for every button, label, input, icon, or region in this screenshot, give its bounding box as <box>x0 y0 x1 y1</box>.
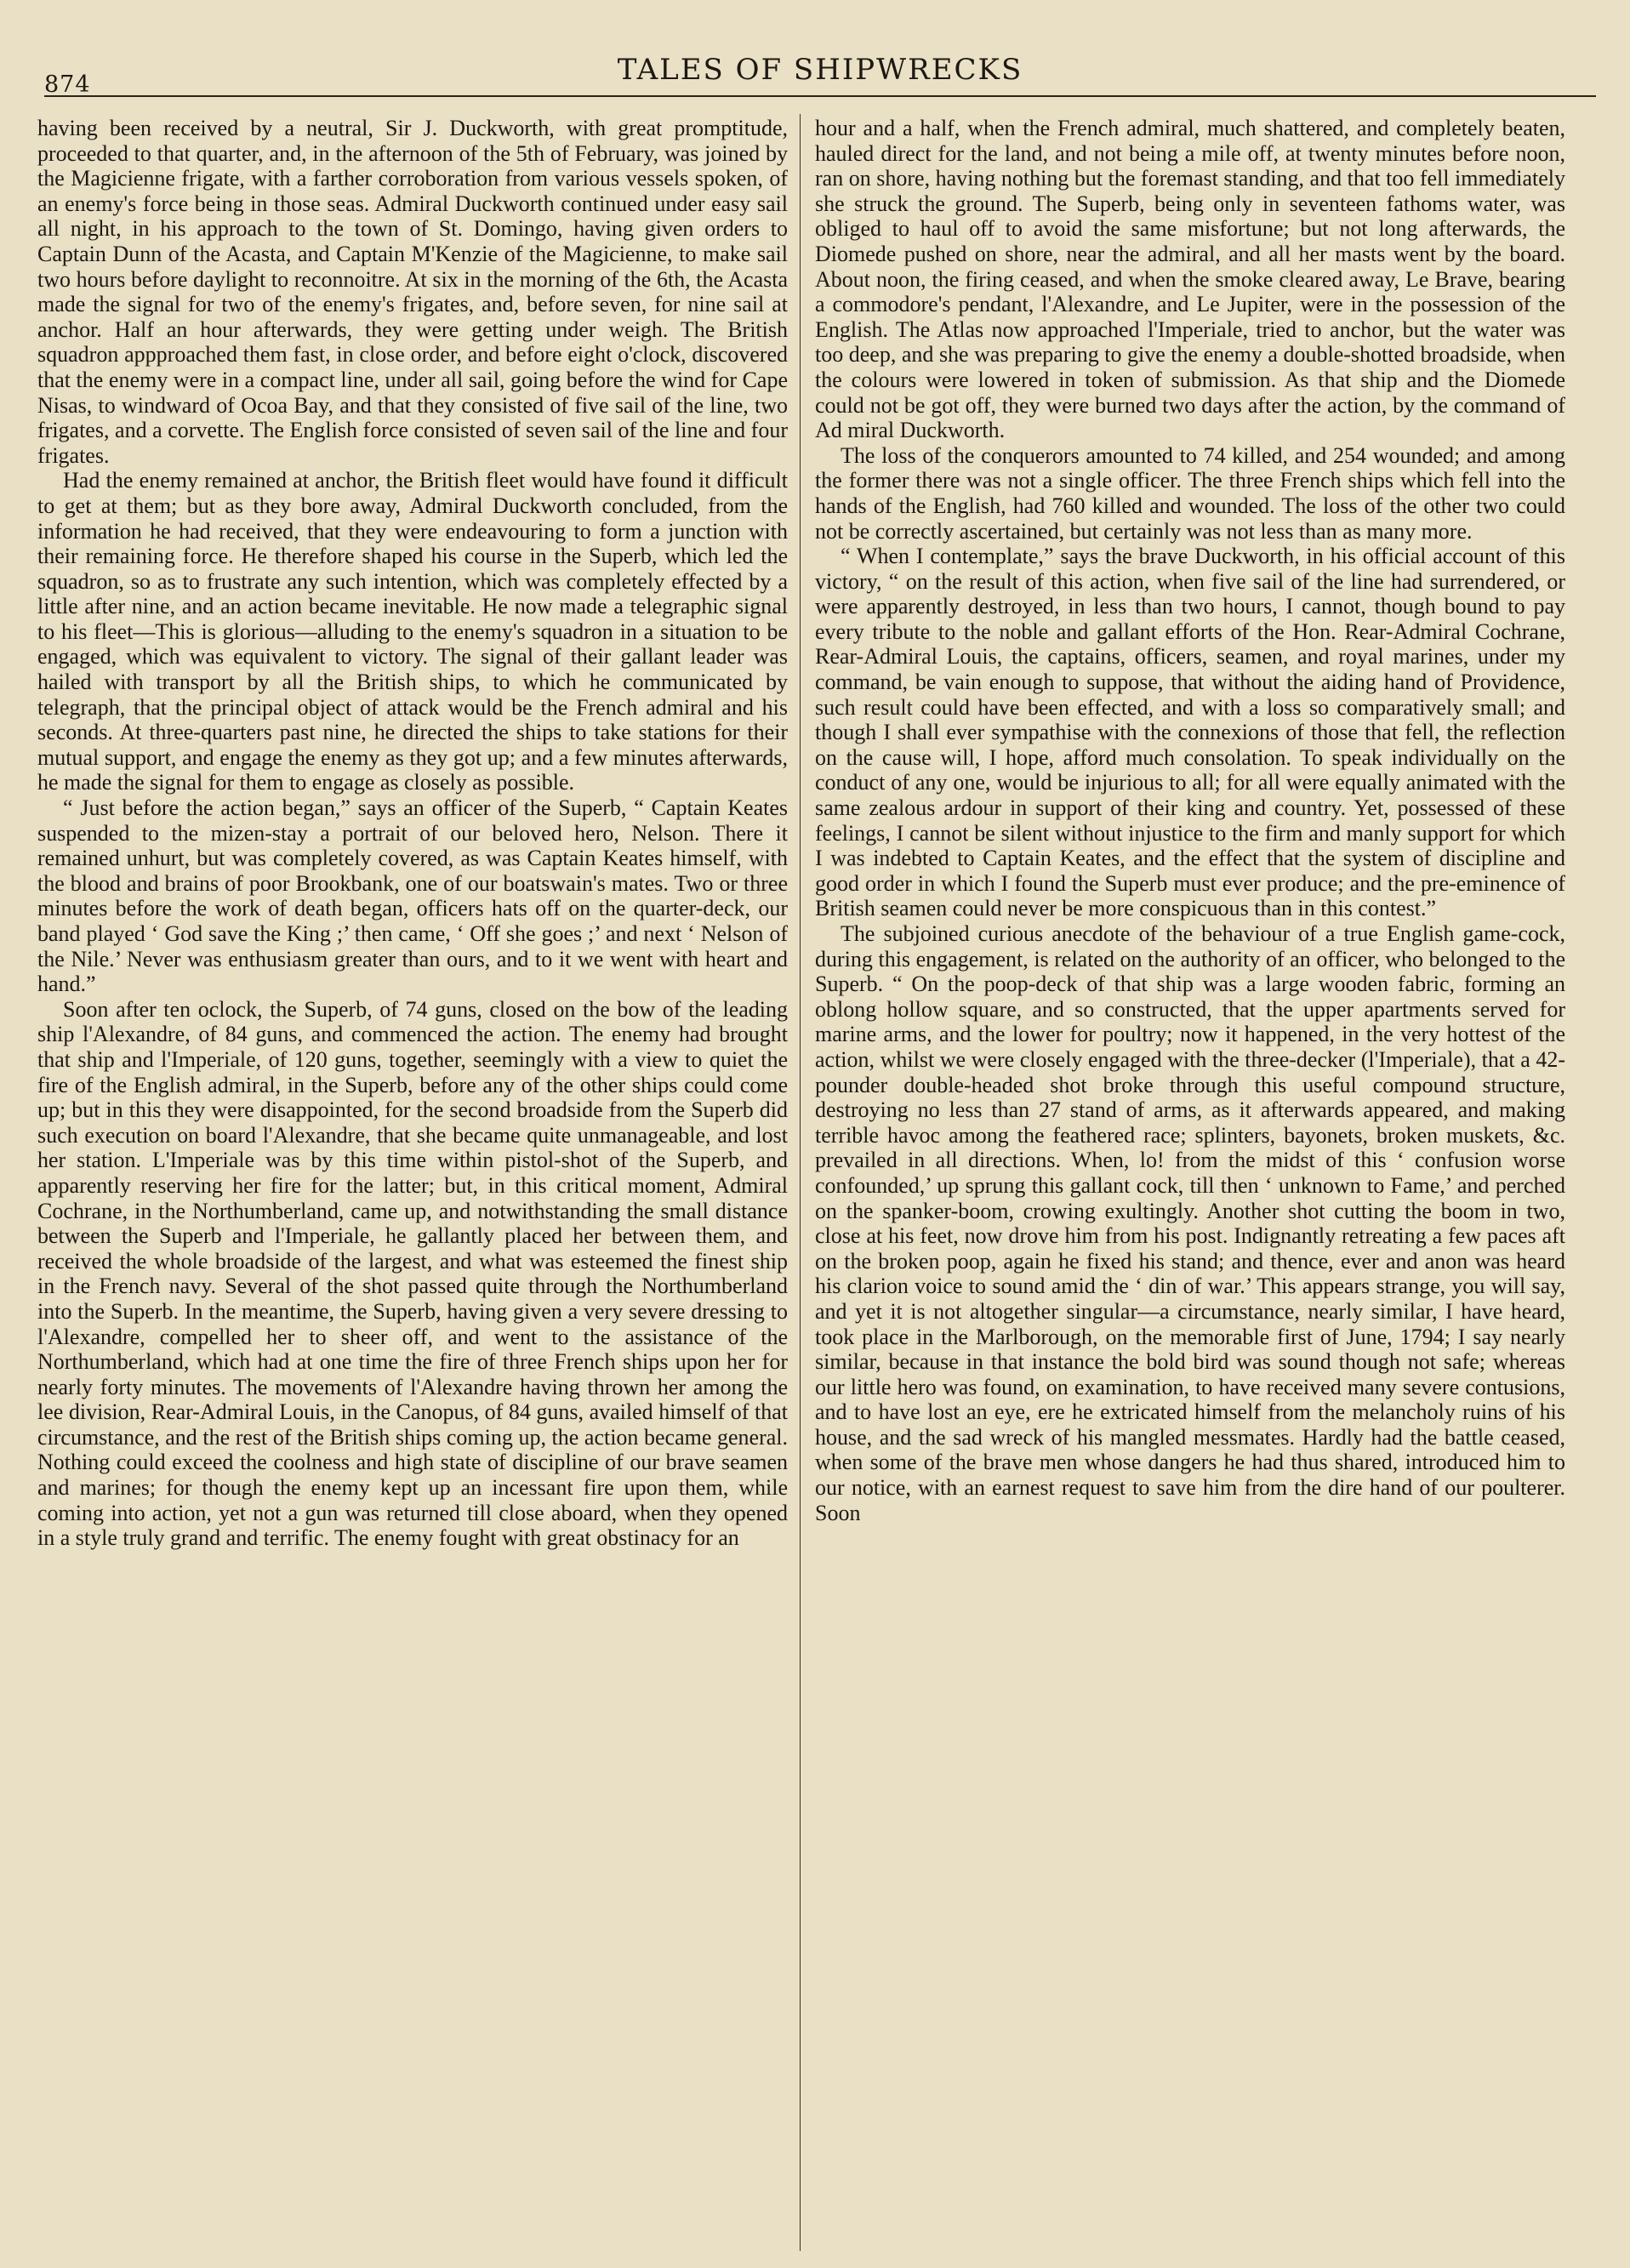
page-number: 874 <box>44 71 91 98</box>
paragraph: Had the enemy remained at anchor, the British fleet would have found it difficult to get at them; but as they bore away, Admiral Duckworth concluded, from the information he had received, that they were endeavouring to form a junction with their remaining force. He therefore shaped his course in the Superb, which led the squadron, so as to frustrate any such intention, which was completely effected by a little after nine, and an action became inevitable. He now made a telegraphic signal to his fleet—This is glorious—alluding to the enemy's squadron in a situation to be engaged, which was equivalent to victory. The signal of their gallant leader was hailed with transport by all the British ships, to which he communicated by telegraph, that the principal object of attack would be the French admiral and his seconds. At three-quarters past nine, he directed the ships to take stations for their mutual support, and engage the enemy as they got up; and a few minutes afterwards, he made the signal for them to engage as closely as possible. <box>37 468 788 795</box>
paragraph: having been received by a neutral, Sir J. Duckworth, with great promptitude, proceeded to that quarter, and, in the afternoon of the 5th of February, was joined by the Magicienne frigate, with a farther corroboration from various vessels spoken, of an enemy's force being in those seas. Admiral Duckworth continued under easy sail all night, in his approach to the town of St. Domingo, having given orders to Captain Dunn of the Acasta, and Captain M'Kenzie of the Magicienne, to make sail two hours before daylight to reconnoitre. At six in the morning of the 6th, the Acasta made the signal for two of the enemy's frigates, and, before seven, for nine sail at anchor. Half an hour afterwards, they were getting under weigh. The British squadron appproached them fast, in close order, and before eight o'clock, discovered that the enemy were in a compact line, under all sail, going before the wind for Cape Nisas, to windward of Ocoa Bay, and that they consisted of five sail of the line, two frigates, and a corvette. The English force consisted of seven sail of the line and four frigates. <box>37 116 788 468</box>
left-column <box>37 116 788 1551</box>
page-header <box>44 49 1596 100</box>
running-title: TALES OF SHIPWRECKS <box>617 53 1023 87</box>
header-rule <box>44 95 1596 97</box>
paragraph: hour and a half, when the French admiral, much shattered, and completely beaten, hauled direct for the land, and not being a mile off, at twenty minutes before noon, ran on shore, having nothing but the foremast standing, and that too fell immediately she struck the ground. The Superb, being only in seventeen fathoms water, was obliged to haul off to avoid the same misfortune; but not long afterwards, the Diomede pushed on shore, near the admiral, and all her masts went by the board. About noon, the firing ceased, and when the smoke cleared away, Le Brave, bearing a commodore's pendant, l'Alexandre, and Le Jupiter, were in the possession of the English. The Atlas now approached l'Imperiale, tried to anchor, but the water was too deep, and she was preparing to give the enemy a double-shotted broadside, when the colours were lowered in token of submission. As that ship and the Diomede could not be got off, they were burned two days after the action, by the command of Ad miral Duckworth. <box>815 116 1565 443</box>
paragraph: “ When I contemplate,” says the brave Duckworth, in his official account of this victory, “ on the result of this action, when five sail of the line had surrendered, or were apparently destroyed, in less than two hours, I cannot, though bound to pay every tribute to the noble and gallant efforts of the Hon. Rear-Admiral Cochrane, Rear-Admiral Louis, the captains, officers, seamen, and royal marines, under my command, be vain enough to suppose, that without the aiding hand of Providence, such result could have been effected, and with a loss so comparatively small; and though I shall ever sympathise with the connexions of those that fell, the reflection on the cause will, I hope, afford much consolation. To speak individually on the conduct of any one, would be injurious to all; for all were equally animated with the same zealous ardour in support of their king and country. Yet, possessed of these feelings, I cannot be silent without injustice to the firm and manly support for which I was indebted to Captain Keates, and the effect that the system of discipline and good order in which I found the Superb must ever produce; and the pre-eminence of British seamen could never be more conspicuous than in this contest.” <box>815 544 1565 921</box>
column-divider <box>800 114 801 2251</box>
paragraph: The subjoined curious anecdote of the behaviour of a true English game-cock, during this engagement, is related on the authority of an officer, who belonged to the Superb. “ On the poop-deck of that ship was a large wooden fabric, forming an oblong hollow square, and so constructed, that the upper apartments served for marine arms, and the lower for poultry; now it happened, in the very hottest of the action, whilst we were closely engaged with the three-decker (l'Imperiale), that a 42-pounder double-headed shot broke through this useful compound structure, destroying no less than 27 stand of arms, as it afterwards appeared, and making terrible havoc among the feathered race; splinters, bayonets, broken muskets, &c. prevailed in all directions. When, lo! from the midst of this ‘ confusion worse confounded,’ up sprung this gallant cock, till then ‘ unknown to Fame,’ and perched on the spanker-boom, crowing exultingly. Another shot cutting the boom in two, close at his feet, now drove him from his post. Indignantly retreating a few paces aft on the broken poop, again he fixed his stand; and thence, ever and anon was heard his clarion voice to sound amid the ‘ din of war.’ This appears strange, you will say, and yet it is not altogether singular—a circumstance, nearly similar, I have heard, took place in the Marlborough, on the memorable first of June, 1794; I say nearly similar, because in that instance the bold bird was sound though not safe; whereas our little hero was found, on examination, to have received many severe contusions, and to have lost an eye, ere he extricated himself from the melancholy ruins of his house, and the sad wreck of his mangled messmates. Hardly had the battle ceased, when some of the brave men whose dangers he had thus shared, introduced him to our notice, with an earnest request to save him from the dire hand of our poulterer. Soon <box>815 921 1565 1525</box>
paragraph: “ Just before the action began,” says an officer of the Superb, “ Captain Keates suspended to the mizen-stay a portrait of our beloved hero, Nelson. There it remained unhurt, but was completely covered, as was Captain Keates himself, with the blood and brains of poor Brookbank, one of our boatswain's mates. Two or three minutes before the work of death began, officers hats off on the quarter-deck, our band played ‘ God save the King ;’ then came, ‘ Off she goes ;’ and next ‘ Nelson of the Nile.’ Never was enthusiasm greater than ours, and to it we went with heart and hand.” <box>37 795 788 997</box>
paragraph: Soon after ten oclock, the Superb, of 74 guns, closed on the bow of the leading ship l'Alexandre, of 84 guns, and commenced the action. The enemy had brought that ship and l'Imperiale, of 120 guns, together, seemingly with a view to quiet the fire of the English admiral, in the Superb, before any of the other ships could come up; but in this they were disappointed, for the second broadside from the Superb did such execution on board l'Alexandre, that she became quite unmanageable, and lost her station. L'Imperiale was by this time within pistol-shot of the Superb, and apparently reserving her fire for the latter; but, in this critical moment, Admiral Cochrane, in the Northumberland, came up, and notwithstanding the small distance between the Superb and l'Imperiale, he gallantly placed her between them, and received the whole broadside of the largest, and what was esteemed the finest ship in the French navy. Several of the shot passed quite through the Northumberland into the Superb. In the meantime, the Superb, having given a very severe dressing to l'Alexandre, compelled her to sheer off, and went to the assistance of the Northumberland, which had at one time the fire of three French ships upon her for nearly forty minutes. The movements of l'Alexandre having thrown her among the lee division, Rear-Admiral Louis, in the Canopus, of 84 guns, availed himself of that circumstance, and the rest of the British ships coming up, the action became general. Nothing could exceed the coolness and high state of discipline of our brave seamen and marines; for though the enemy kept up an incessant fire upon them, while coming into action, yet not a gun was returned till close aboard, when they opened in a style truly grand and terrific. The enemy fought with great obstinacy for an <box>37 996 788 1551</box>
right-column <box>815 116 1565 1525</box>
paragraph: The loss of the conquerors amounted to 74 killed, and 254 wounded; and among the former there was not a single officer. The three French ships which fell into the hands of the English, had 760 killed and wounded. The loss of the other two could not be correctly ascertained, but certainly was not less than as many more. <box>815 442 1565 544</box>
